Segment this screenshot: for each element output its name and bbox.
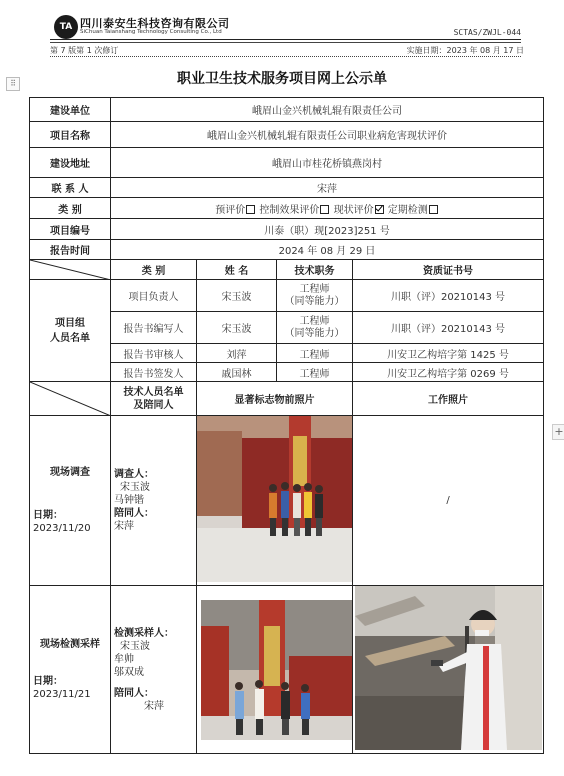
- table-move-handle-icon[interactable]: ⠿: [6, 77, 20, 91]
- member-role: 报告书审核人: [111, 344, 197, 363]
- survey-label-cell: [30, 416, 111, 586]
- escort-name: 宋萍: [114, 521, 134, 532]
- survey-landmark-photo: [197, 416, 352, 585]
- investigator-label: 调查人：: [114, 469, 154, 480]
- personnel-row: [30, 280, 544, 312]
- sampler-name: 牟帅: [114, 653, 134, 665]
- group-photo-factory-gate: [197, 416, 352, 582]
- sampler-name: 邬双成: [114, 666, 144, 678]
- header-rule: [50, 39, 521, 40]
- report-time-value: 2024 年 08 月 29 日: [111, 240, 544, 260]
- row-category: [30, 198, 544, 219]
- survey-staff-cell: [111, 416, 197, 586]
- sampling-row: [30, 586, 544, 754]
- company-name: 四川泰安生科技咨询有限公司: [80, 17, 230, 30]
- sampling-date: 2023/11/21: [33, 689, 91, 700]
- location-value: 峨眉山市桂花桥镇燕岗村: [111, 148, 544, 178]
- site-header-row: [30, 382, 544, 416]
- header-dotted-rule: [50, 56, 521, 57]
- project-name-label: 项目名称: [30, 122, 111, 148]
- escort-name: 宋萍: [144, 700, 164, 712]
- sampler-name: 宋玉波: [120, 640, 150, 652]
- member-name: 刘萍: [197, 344, 277, 363]
- header-cert: 资质证书号: [353, 260, 544, 280]
- member-cert: 川职（评）20210143 号: [353, 280, 544, 312]
- document-number: SCTAS/ZWJL-044: [453, 28, 521, 37]
- row-contact: [30, 178, 544, 198]
- survey-date-label: 日期：: [33, 510, 63, 521]
- diagonal-divider: [30, 382, 111, 416]
- checkbox-pre-evaluation[interactable]: [246, 205, 255, 214]
- sampler-label: 检测采样人：: [114, 627, 174, 639]
- add-column-icon[interactable]: +: [552, 424, 564, 440]
- survey-row: [30, 416, 544, 586]
- category-options: [111, 198, 544, 219]
- employer-label: 建设单位: [30, 98, 111, 122]
- header-rule-thin: [50, 42, 521, 43]
- member-title: 工程师: [277, 363, 353, 382]
- sampling-label: 现场检测采样: [40, 639, 100, 650]
- member-role: 项目负责人: [111, 280, 197, 312]
- location-label: 建设地址: [30, 148, 111, 178]
- work-photo-header: 工作照片: [353, 382, 544, 416]
- checkbox-periodic-detection[interactable]: [429, 205, 438, 214]
- employer-value: 峨眉山金兴机械轧辊有限责任公司: [111, 98, 544, 122]
- company-logo: TA: [54, 15, 78, 39]
- sampling-staff-cell: [111, 586, 197, 754]
- survey-date: 2023/11/20: [33, 523, 91, 534]
- contact-value: 宋萍: [111, 178, 544, 198]
- contact-label: 联 系 人: [30, 178, 111, 198]
- member-cert: 川职（评）20210143 号: [353, 312, 544, 344]
- member-name: 戚国林: [197, 363, 277, 382]
- sampling-work-photo-cell: [353, 586, 544, 754]
- option-pre-evaluation: 预评价: [215, 204, 246, 216]
- row-project-name: [30, 122, 544, 148]
- company-name-en: SiChuan Taianshang Technology Consulting Co., Ltd: [80, 29, 222, 35]
- publicity-form-table: [29, 97, 544, 754]
- checkbox-status-evaluation[interactable]: [375, 205, 384, 214]
- member-title: 工程师: [277, 344, 353, 363]
- survey-landmark-photo-cell: [197, 416, 353, 586]
- personnel-header-row: [30, 260, 544, 280]
- tech-staff-header: 技术人员名单 及陪同人: [111, 382, 197, 416]
- report-time-label: 报告时间: [30, 240, 111, 260]
- member-name: 宋玉波: [197, 280, 277, 312]
- sampling-label-cell: [30, 586, 111, 754]
- category-label: 类 别: [30, 198, 111, 219]
- sampling-landmark-photo: [197, 586, 352, 753]
- escort-label: 陪同人：: [114, 508, 154, 519]
- sampling-date-label: 日期：: [33, 676, 63, 687]
- group-label: 项目组 人员名单: [30, 280, 111, 382]
- option-control-effect: 控制效果评价: [259, 204, 320, 216]
- survey-label: 现场调查: [50, 467, 90, 478]
- member-cert: 川安卫乙构培字第 0269 号: [353, 363, 544, 382]
- member-title: 工程师 （同等能力）: [277, 312, 353, 344]
- member-role: 报告书编写人: [111, 312, 197, 344]
- member-cert: 川安卫乙构培字第 1425 号: [353, 344, 544, 363]
- row-project-number: [30, 219, 544, 240]
- project-name-value: 峨眉山金兴机械轧辊有限责任公司职业病危害现状评价: [111, 122, 544, 148]
- edition-text: 第 7 版第 1 次修订: [50, 46, 119, 55]
- site-corner-cell: [30, 382, 111, 416]
- escort-label: 陪同人：: [114, 687, 154, 699]
- member-title: 工程师 （同等能力）: [277, 280, 353, 312]
- investigator-name: 马钟锴: [114, 495, 144, 506]
- group-photo-furnace-gate: [197, 586, 352, 750]
- member-role: 报告书签发人: [111, 363, 197, 382]
- member-name: 宋玉波: [197, 312, 277, 344]
- sampling-landmark-photo-cell: [197, 586, 353, 754]
- personnel-corner-cell: [30, 260, 111, 280]
- work-photo-sampling-operator: [355, 586, 542, 750]
- header-name: 姓 名: [197, 260, 277, 280]
- page-title: 职业卫生技术服务项目网上公示单: [177, 71, 387, 87]
- diagonal-divider: [30, 260, 111, 280]
- row-employer: [30, 98, 544, 122]
- investigator-name: 宋玉波: [120, 482, 150, 493]
- header-category: 类 别: [111, 260, 197, 280]
- landmark-photo-header: 显著标志物前照片: [197, 382, 353, 416]
- sampling-work-photo: [353, 586, 543, 753]
- row-location: [30, 148, 544, 178]
- diagonal-line: [30, 382, 111, 416]
- project-number-label: 项目编号: [30, 219, 111, 240]
- project-number-value: 川泰（职）现[2023]251 号: [111, 219, 544, 240]
- survey-work-photo-cell: /: [353, 416, 544, 586]
- option-status-evaluation: 现状评价: [333, 204, 374, 216]
- row-report-time: [30, 240, 544, 260]
- checkbox-control-effect[interactable]: [320, 205, 329, 214]
- implement-date: 实施日期：2023 年 08 月 17 日: [406, 46, 524, 55]
- diagonal-line: [30, 260, 111, 280]
- option-periodic-detection: 定期检测: [387, 204, 428, 216]
- header-title: 技术职务: [277, 260, 353, 280]
